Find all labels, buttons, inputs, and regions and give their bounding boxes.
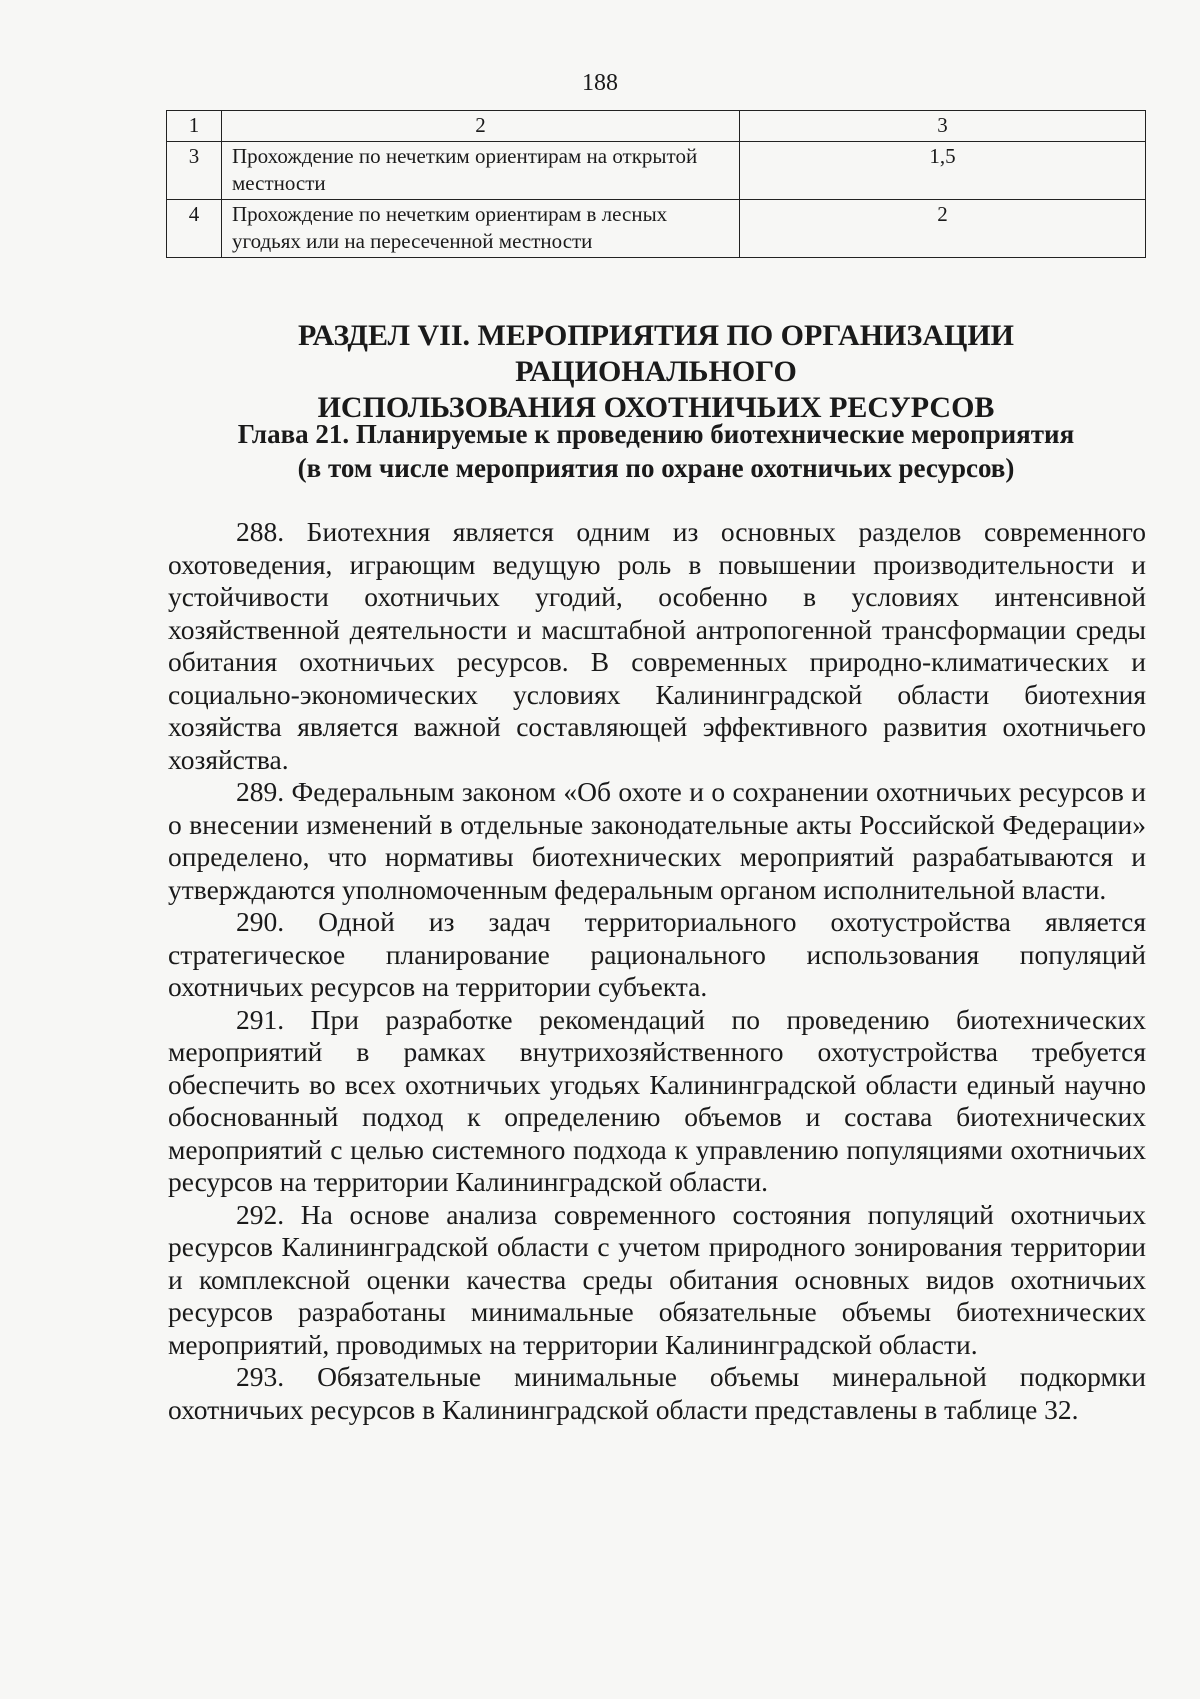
section-title-line: РАЗДЕЛ VII. МЕРОПРИЯТИЯ ПО ОРГАНИЗАЦИИ РАЦИОНАЛЬНОГО [297,319,1014,388]
paragraph-291: 291. При разработке рекомендаций по проведению биотехнических мероприятий в рамках внутрихозяйственного охотустройства требуется обеспечить во всех охотничьих угодьях Калининградской области единый научно обоснованный подход к определению объемов и состава биотехнических мероприятий с целью системного подхода к управлению популяциями охотничьих ресурсов на территории Калининградской области. [168,1003,1146,1197]
paragraph-290: 290. Одной из задач территориального охотустройства является стратегическое планирование рационального использования популяций охотничьих ресурсов на территории субъекта. [168,906,1146,1002]
row-number: 3 [167,142,222,200]
row-text: Прохождение по нечетким ориентирам на открытой местности [222,142,740,200]
row-text: Прохождение по нечетким ориентирам в лесных угодьях или на пересеченной местности [222,200,740,258]
data-table [166,110,1146,258]
page-number: 188 [582,70,618,96]
table-header-row [167,111,1146,142]
paragraph-288: 288. Биотехния является одним из основных разделов современного охотоведения, играющим ведущую роль в повышении производительности и устойчивости охотничьих угодий, особенно в условиях интенсивной хозяйственной деятельности и масштабной антропогенной трансформации среды обитания охотничьих ресурсов. В современных природно-климатических и социально-экономических условиях Калининградской области биотехния хозяйства является важной составляющей эффективного развития охотничьего хозяйства. [168,516,1146,775]
chapter-title [166,417,1146,485]
paragraph-289: 289. Федеральным законом «Об охоте и о сохранении охотничьих ресурсов и о внесении изменений в отдельные законодательные акты Российской Федерации» определено, что нормативы биотехнических мероприятий разрабатываются и утверждаются уполномоченным федеральным органом исполнительной власти. [168,776,1146,905]
row-value: 1,5 [740,142,1146,200]
section-title-line: ИСПОЛЬЗОВАНИЯ ОХОТНИЧЬИХ РЕСУРСОВ [317,391,995,424]
table-header-cell: 1 [167,111,222,142]
row-number: 4 [167,200,222,258]
table-row [167,142,1146,200]
paragraph-292: 292. На основе анализа современного состояния популяций охотничьих ресурсов Калининградской области с учетом природного зонирования территории и комплексной оценки качества среды обитания основных видов охотничьих ресурсов разработаны минимальные обязательные объемы биотехнических мероприятий, проводимых на территории Калининградской области. [168,1198,1146,1360]
table-header-cell: 2 [222,111,740,142]
body-text [168,516,1146,1426]
row-value: 2 [740,200,1146,258]
paragraph-293: 293. Обязательные минимальные объемы минеральной подкормки охотничьих ресурсов в Калининградской области представлены в таблице 32. [168,1361,1146,1425]
table-row [167,200,1146,258]
chapter-title-line: (в том числе мероприятия по охране охотничьих ресурсов) [297,453,1015,483]
chapter-title-line: Глава 21. Планируемые к проведению биотехнические мероприятия [237,419,1075,449]
section-title [166,318,1146,426]
table-header-cell: 3 [740,111,1146,142]
